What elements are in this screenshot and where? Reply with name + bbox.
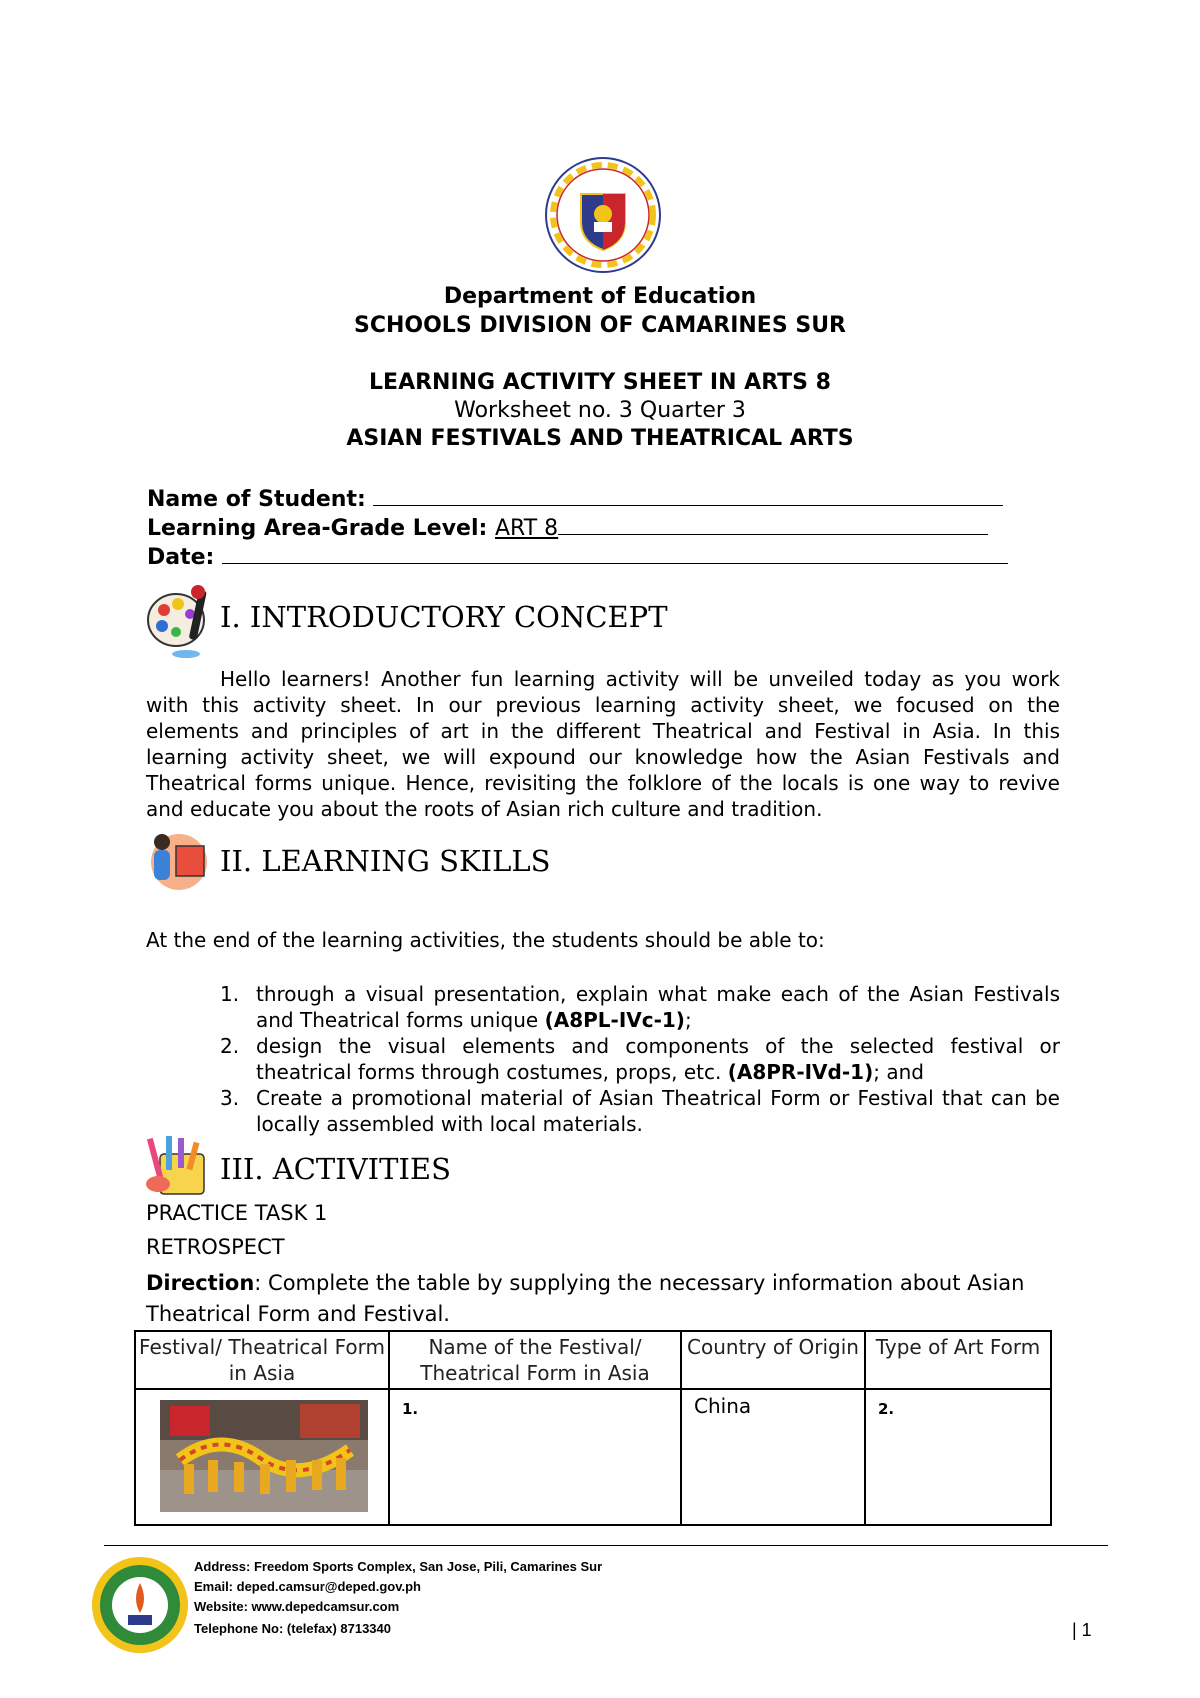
learning-area-field[interactable] [147,512,988,541]
skill-item-3: 3. Create a promotional material of Asian Theatrical Form or Festival that can be locally assembled with local materials. [220,1086,1060,1136]
intro-text: Hello learners! Another fun learning activity will be unveiled today as you work with this activity sheet. In our previous learning activity sheet, we focused on the elements and principles of art in the different Theatrical and Festival in Asia. In this learning activity sheet, we will expound our knowledge how the Asian Festivals and Theatrical forms unique. Hence, revisiting the folklore of the locals is one way to revive and educate you about the roots of Asian rich culture and tradition. [146,667,1060,821]
intro-paragraph [146,666,1060,822]
learning-area-label: Learning Area-Grade Level: [147,516,488,541]
worksheet-label: Worksheet no. 3 Quarter 3 [454,398,746,423]
learning-area-value: ART 8 [494,516,559,541]
date-line[interactable] [222,541,1008,564]
learning-area-line[interactable] [558,512,988,535]
name-of-student-label: Name of Student: [147,487,366,512]
footer-divider [104,1545,1108,1546]
footer-telephone: Telephone No: (telefax) 8713340 [194,1621,391,1636]
direction-text: : Complete the table by supplying the necessary information about Asian Theatrical Form and Festival. [146,1271,1025,1326]
art-type-cell[interactable]: 2. [865,1389,1051,1525]
task-name: RETROSPECT [146,1235,285,1259]
footer-address: Address: Freedom Sports Complex, San Jose, Pili, Camarines Sur [194,1559,603,1574]
table-header-cell: Festival/ Theatrical Form in Asia [135,1331,389,1389]
name-of-student-line[interactable] [373,483,1003,506]
intro-section-title: I. INTRODUCTORY CONCEPT [220,600,668,634]
division-seal-logo [90,1555,190,1655]
date-label: Date: [147,545,215,570]
direction-label: Direction [146,1271,255,1295]
festival-name-cell[interactable]: 1. [389,1389,681,1525]
skills-list [146,981,1060,1137]
table-header-cell: Name of the Festival/ Theatrical Form in Asia [389,1331,681,1389]
skill-item-2: 2. design the visual elements and components of the selected festival or theatrical forms through costumes, props, etc. (A8PR-IVd-1); and [220,1034,1060,1084]
date-field[interactable] [147,541,1008,570]
practice-task-label: PRACTICE TASK 1 [146,1201,328,1225]
name-of-student-field[interactable] [147,483,1003,512]
table-header-cell: Country of Origin [681,1331,865,1389]
dragon-dance-photo [160,1400,368,1512]
direction [146,1268,1046,1330]
table-row [135,1389,1051,1525]
table-header-cell: Type of Art Form [865,1331,1051,1389]
division-name: SCHOOLS DIVISION OF CAMARINES SUR [354,313,846,338]
sheet-title: LEARNING ACTIVITY SHEET IN ARTS 8 [369,370,831,395]
table-header-row [135,1331,1051,1389]
festival-image-cell [135,1389,389,1525]
deped-seal-logo [544,156,662,274]
skills-intro: At the end of the learning activities, the students should be able to: [146,928,825,952]
practice-table [134,1330,1052,1526]
country-cell: China [681,1389,865,1525]
painter-icon [146,826,212,892]
art-supplies-icon [144,1134,214,1200]
skills-section-title: II. LEARNING SKILLS [220,844,551,878]
footer-website: Website: www.depedcamsur.com [194,1599,400,1614]
activities-section-title: III. ACTIVITIES [220,1152,451,1186]
topic-title: ASIAN FESTIVALS AND THEATRICAL ARTS [346,426,854,451]
palette-icon [146,584,216,662]
skill-item-1: 1. through a visual presentation, explain what make each of the Asian Festivals and Theatrical forms unique (A8PL-IVc-1); [220,982,1060,1032]
page-number: | 1 [1072,1620,1092,1640]
department-name: Department of Education [443,284,757,309]
footer-email: Email: deped.camsur@deped.gov.ph [194,1579,421,1594]
